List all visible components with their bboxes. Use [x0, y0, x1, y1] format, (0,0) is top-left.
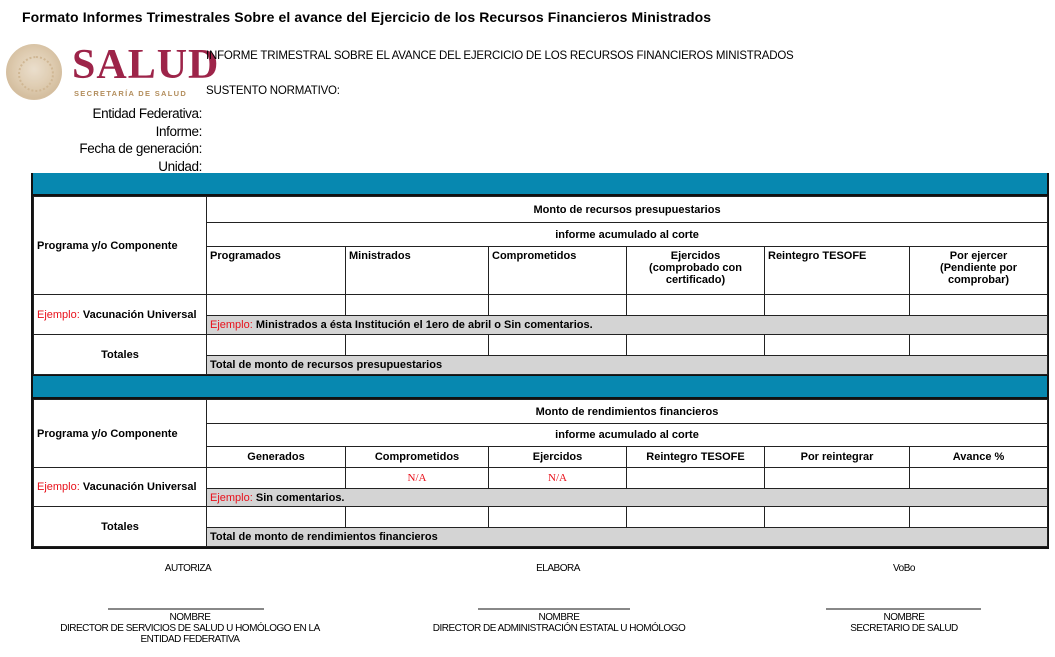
program-component-header: Programa y/o Componente [34, 197, 207, 295]
informe-label: Informe: [155, 123, 202, 139]
example-comment[interactable]: Ejemplo: Sin comentarios. [207, 489, 1048, 507]
cell-input[interactable] [910, 468, 1048, 489]
total-cell[interactable] [765, 335, 910, 356]
signature-line [108, 608, 264, 610]
entidad-federativa-label: Entidad Federativa: [92, 106, 202, 121]
totals-label: Totales [34, 507, 207, 547]
signature-title: DIRECTOR DE ADMINISTRACIÓN ESTATAL U HOMÓLOGO [432, 623, 686, 634]
signature-line [826, 608, 981, 610]
program-component-header: Programa y/o Componente [34, 400, 207, 468]
example-row [34, 468, 1048, 489]
table-header-band [33, 376, 1047, 399]
signature-name: NOMBRE [883, 612, 925, 623]
col-header-programados: Programados [207, 247, 346, 295]
cell-input[interactable] [765, 295, 910, 316]
col-header-ministrados: Ministrados [346, 247, 489, 295]
sustento-normativo-label: SUSTENTO NORMATIVO: [206, 85, 340, 97]
signature-block-elabora [389, 612, 729, 634]
totals-label: Totales [34, 335, 207, 375]
col-header-ejercidos: Ejercidos [489, 447, 627, 468]
total-cell[interactable] [207, 507, 346, 528]
col-header-reintegro-tesofe: Reintegro TESOFE [627, 447, 765, 468]
signature-role-vobo: VoBo [893, 563, 915, 574]
example-program-cell: Ejemplo: Vacunación Universal [34, 468, 207, 507]
logo-word: SALUD [72, 42, 220, 88]
total-cell[interactable] [765, 507, 910, 528]
col-header-ejercidos: Ejercidos (comprobado con certificado) [627, 247, 765, 295]
table-header-band [33, 173, 1047, 196]
fecha-generacion-label: Fecha de generación: [79, 141, 202, 156]
totals-row [34, 335, 1048, 356]
example-program-cell: Ejemplo: Vacunación Universal [34, 295, 207, 335]
budget-resources-table [31, 173, 1049, 377]
logo-subtitle: SECRETARÍA DE SALUD [74, 89, 188, 98]
signature-role-elabora: ELABORA [536, 563, 580, 574]
report-title: INFORME TRIMESTRAL SOBRE EL AVANCE DEL EJERCICIO DE LOS RECURSOS FINANCIEROS MINISTRADOS [206, 50, 794, 62]
total-cell[interactable] [489, 335, 627, 356]
financial-returns-table [31, 376, 1049, 549]
col-header-avance: Avance % [910, 447, 1048, 468]
signature-title: DIRECTOR DE SERVICIOS DE SALUD U HOMÓLOGO EN LA [60, 623, 320, 634]
signature-name: NOMBRE [538, 612, 580, 623]
group-title: Monto de rendimientos financieros [207, 400, 1048, 424]
totals-summary: Total de monto de rendimientos financieros [207, 528, 1048, 547]
total-cell[interactable] [627, 335, 765, 356]
signature-block-vobo [754, 612, 1054, 634]
salud-logo [6, 42, 220, 102]
total-cell[interactable] [346, 335, 489, 356]
cell-input[interactable] [207, 295, 346, 316]
cell-input[interactable] [627, 468, 765, 489]
example-comment[interactable]: Ejemplo: Ministrados a ésta Institución el 1ero de abril o Sin comentarios. [207, 316, 1048, 335]
cell-input[interactable] [765, 468, 910, 489]
example-row [34, 295, 1048, 316]
signature-block-autoriza [20, 612, 360, 645]
col-header-comprometidos: Comprometidos [489, 247, 627, 295]
col-header-por-ejercer: Por ejercer (Pendiente por comprobar) [910, 247, 1048, 295]
unidad-label: Unidad: [158, 158, 202, 174]
totals-row [34, 507, 1048, 528]
totals-summary: Total de monto de recursos presupuestarios [207, 356, 1048, 375]
col-header-por-reintegrar: Por reintegrar [765, 447, 910, 468]
na-cell[interactable]: N/A [489, 468, 627, 489]
total-cell[interactable] [207, 335, 346, 356]
total-cell[interactable] [910, 507, 1048, 528]
col-header-comprometidos: Comprometidos [346, 447, 489, 468]
subgroup-title: informe acumulado al corte [207, 424, 1048, 447]
total-cell[interactable] [489, 507, 627, 528]
signature-name: NOMBRE [169, 612, 211, 623]
total-cell[interactable] [346, 507, 489, 528]
col-header-reintegro-tesofe: Reintegro TESOFE [765, 247, 910, 295]
cell-input[interactable] [910, 295, 1048, 316]
col-header-generados: Generados [207, 447, 346, 468]
total-cell[interactable] [627, 507, 765, 528]
signature-title: SECRETARIO DE SALUD [850, 623, 958, 634]
document-title: Formato Informes Trimestrales Sobre el avance del Ejercicio de los Recursos Financieros Ministrados [22, 9, 712, 25]
subgroup-title: informe acumulado al corte [207, 223, 1048, 247]
cell-input[interactable] [489, 295, 627, 316]
header-fields [40, 105, 202, 175]
cell-input[interactable] [207, 468, 346, 489]
signature-title-cont: ENTIDAD FEDERATIVA [140, 634, 240, 645]
na-cell[interactable]: N/A [346, 468, 489, 489]
signature-line [478, 608, 630, 610]
cell-input[interactable] [627, 295, 765, 316]
group-title: Monto de recursos presupuestarios [207, 197, 1048, 223]
cell-input[interactable] [346, 295, 489, 316]
coat-of-arms-seal-icon [6, 44, 62, 100]
total-cell[interactable] [910, 335, 1048, 356]
signature-role-autoriza: AUTORIZA [164, 563, 212, 574]
